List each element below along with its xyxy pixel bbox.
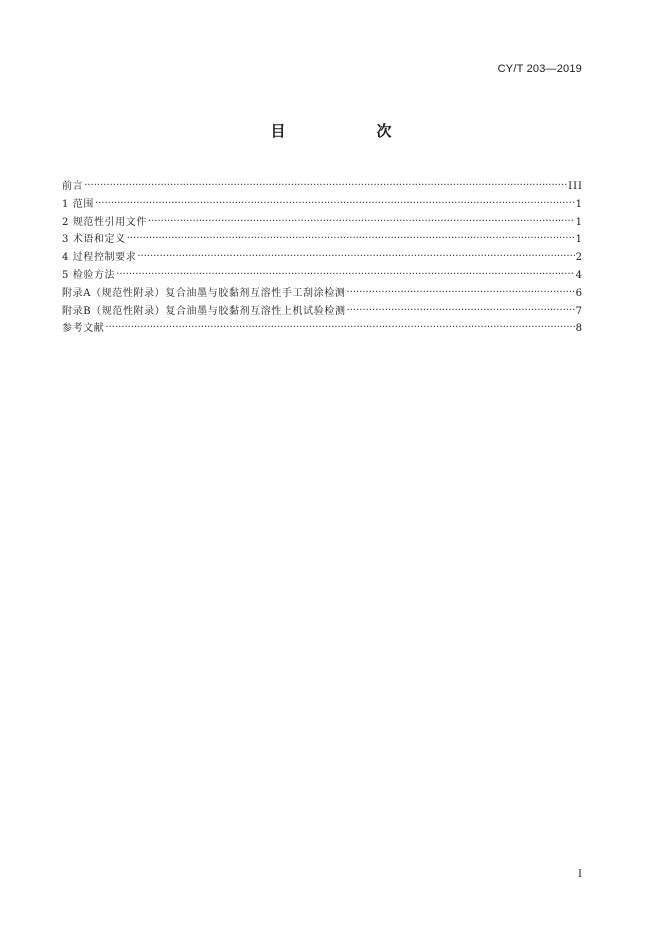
toc-entry-appendix-b[interactable] [62,303,583,321]
toc-entry-terms-definitions[interactable] [62,231,583,249]
toc-entry-page: 1 [575,216,583,228]
toc-entry-label: 2 规范性引用文件 [62,216,147,228]
dot-leader [116,266,574,284]
toc-entry-page: III [568,181,583,192]
toc-entry-label: 4 过程控制要求 [62,252,137,264]
dot-leader [137,248,574,266]
toc-entry-label: 3 术语和定义 [62,234,126,246]
toc-entry-page: 7 [575,305,583,317]
toc-entry-label: 附录B（规范性附录）复合油墨与胶黏剂互溶性上机试验检测 [62,305,346,317]
toc-title: 目 次 [270,122,430,140]
toc-entry-foreword[interactable] [62,178,583,196]
standard-code: CY/T 203—2019 [497,63,582,75]
toc-entry-page: 6 [575,287,583,299]
toc-entry-page: 4 [575,269,583,281]
dot-leader [105,319,574,337]
toc-entry-appendix-a[interactable] [62,285,583,303]
dot-leader [95,195,575,213]
toc-entry-process-control[interactable] [62,249,583,267]
dot-leader [346,284,574,302]
toc-entry-normative-references[interactable] [62,214,583,232]
toc-entry-label: 参考文献 [62,323,105,335]
page-number: I [578,869,582,880]
toc-entry-label: 5 检验方法 [62,269,116,281]
table-of-contents [62,178,583,338]
toc-entry-page: 2 [575,252,583,264]
dot-leader [127,230,575,248]
toc-entry-bibliography[interactable] [62,320,583,338]
toc-entry-label: 1 范围 [62,198,94,210]
toc-entry-page: 8 [575,323,583,335]
dot-leader [148,213,575,231]
toc-entry-page: 1 [575,198,583,210]
toc-entry-page: 1 [575,234,583,246]
toc-entry-test-methods[interactable] [62,267,583,285]
toc-entry-label: 前言 [62,181,84,192]
toc-entry-scope[interactable] [62,196,583,214]
dot-leader [84,177,567,195]
dot-leader [347,302,575,320]
toc-entry-label: 附录A（规范性附录）复合油墨与胶黏剂互溶性手工刮涂检测 [62,287,346,299]
